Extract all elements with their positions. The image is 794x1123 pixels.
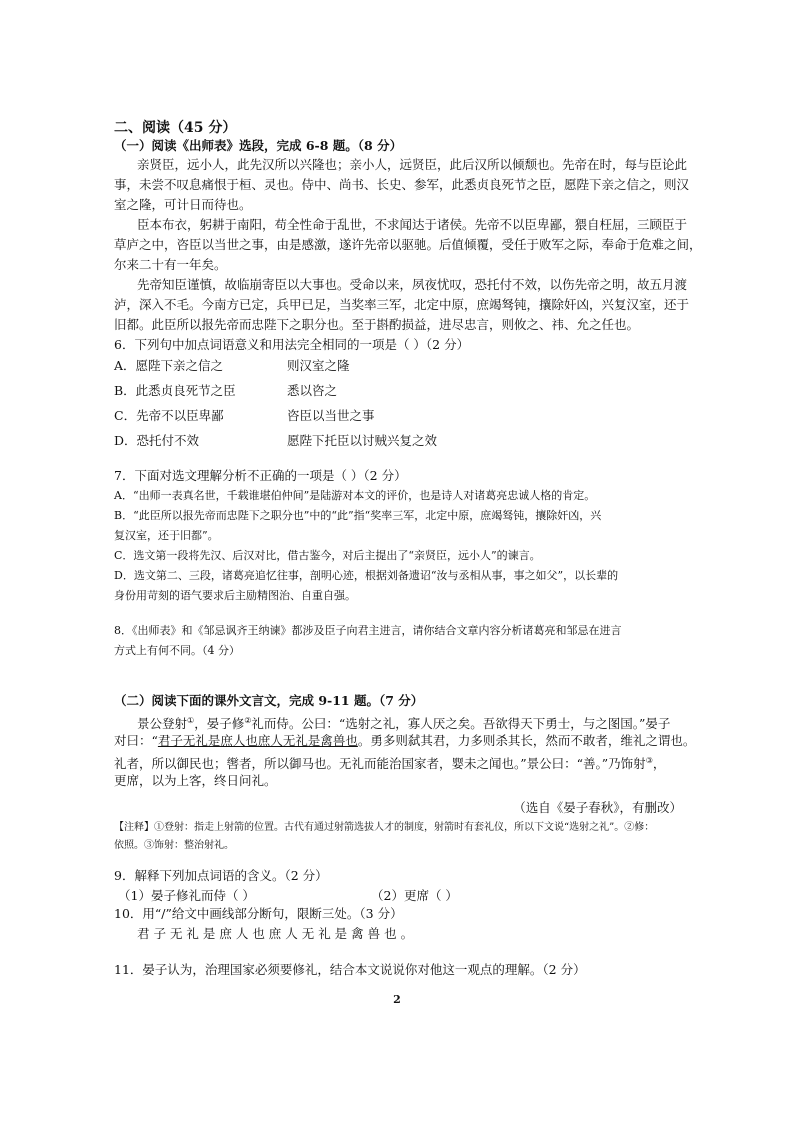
- section-title: 二、阅读（45 分）: [114, 120, 237, 136]
- q6-option-c-left: C．先帝不以臣卑鄙: [114, 408, 224, 423]
- q8-line: 方式上有何不同。（4 分）: [114, 644, 240, 657]
- passage-line: 旧都。此臣所以报先帝而忠陛下之职分也。至于斟酌损益，进尽忠言，则攸之、祎、允之任也。: [114, 317, 640, 332]
- q6-option-a-left: A．愿陛下亲之信之: [114, 358, 224, 373]
- passage-line: 泸，深入不毛。今南方已定，兵甲已足，当奖率三军，北定中原，庶竭驽钝，攘除奸凶，兴复汉室，还于: [114, 297, 690, 312]
- passage-line: 亲贤臣，远小人，此先汉所以兴隆也；亲小人，远贤臣，此后汉所以倾颓也。先帝在时，每与臣论此: [137, 157, 688, 172]
- source-citation: （选自《晏子春秋》，有删改）: [513, 800, 682, 815]
- q7-line: D．选文第二、三段，诸葛亮追忆往事，剖明心迹，根据刘备遗诏“汝与丞相从事，事之如父”，以长辈的: [114, 569, 619, 582]
- q7-line: 复汉室，还于旧都”。: [114, 529, 219, 542]
- q6-stem: 6．下列句中加点词语意义和用法完全相同的一项是（ ）（2 分）: [114, 337, 470, 352]
- part2-text: 景公登射: [137, 716, 188, 732]
- passage-line: 先帝知臣谨慎，故临崩寄臣以大事也。受命以来，夙夜忧叹，恐托付不效，以伤先帝之明，故五月渡: [137, 277, 688, 292]
- q7-line: C．选文第一段将先汉、后汉对比，借古鉴今，对后主提出了“亲贤臣，远小人”的谏言。: [114, 549, 541, 562]
- q10-stem: 10．用“/”给文中画线部分断句，限断三处。（3 分）: [114, 906, 403, 921]
- annotation-line: 依照。③饰射：整治射礼。: [114, 840, 234, 851]
- q6-option-a-right: 则汉室之隆: [287, 358, 350, 373]
- q6-option-d-left: D．恐托付不效: [114, 433, 200, 448]
- part2-text: 礼者，所以御民也；辔者，所以御马也。无礼而能治国家者，婴未之闻也。”景公曰：“善。”乃饰射: [114, 756, 646, 772]
- q9-item-2: （2）更席（ ）: [371, 888, 458, 903]
- part1-title: （一）阅读《出师表》选段，完成 6-8 题。（8 分）: [114, 138, 403, 153]
- passage-line: 事，未尝不叹息痛恨于桓、灵也。侍中、尚书、长史、参军，此悉贞良死节之臣，愿陛下亲之信之，则汉: [114, 177, 690, 192]
- footnote-mark: ③: [645, 756, 653, 765]
- q8-line: 8．《出师表》和《邹忌讽齐王纳谏》都涉及臣子向君主进言，请你结合文章内容分析诸葛亮和邹忌在进言: [114, 624, 622, 637]
- q6-option-b-left: B．此悉贞良死节之臣: [114, 383, 236, 398]
- passage-line: 室之隆，可计日而待也。: [114, 197, 252, 212]
- underlined-sentence: 君子无礼是庶人也庶人无礼是禽兽也: [157, 733, 358, 748]
- part2-line: 更席，以为上客，终日问礼。: [114, 773, 277, 788]
- part2-text: 对曰：“: [114, 733, 158, 748]
- annotation-line: 【注释】①登射：指走上射箭的位置。古代有通过射箭选拔人才的制度，射箭时有套礼仪，所以下文说“选射之礼”。②修：: [114, 822, 655, 833]
- page-number: 2: [393, 993, 401, 1006]
- q6-option-b-right: 悉以咨之: [287, 383, 338, 398]
- part2-line: [137, 713, 670, 732]
- q7-stem: 7．下面对选文理解分析不正确的一项是（ ）（2 分）: [114, 468, 407, 483]
- q10-text: 君 子 无 礼 是 庶 人 也 庶 人 无 礼 是 禽 兽 也 。: [137, 926, 414, 941]
- q6-option-d-right: 愿陛下托臣以讨贼兴复之效: [287, 433, 438, 448]
- footnote-mark: ②: [244, 716, 252, 725]
- part2-title: （二）阅读下面的课外文言文，完成 9-11 题。（7 分）: [114, 693, 424, 708]
- passage-line: 草庐之中，咨臣以当世之事，由是感激，遂许先帝以驱驰。后值倾覆，受任于败军之际，奉命于危难之间，: [114, 237, 702, 252]
- part2-text: 。勇多则弑其君，力多则杀其长，然而不敢者，维礼之谓也。: [357, 733, 696, 748]
- q6-option-c-right: 咨臣以当世之事: [287, 408, 375, 423]
- q7-line: A．“出师一表真名世，千载谁堪伯仲间”是陆游对本文的评价，也是诗人对诸葛亮忠诚人格的肯定。: [114, 489, 596, 502]
- q9-stem: 9．解释下列加点词语的含义。（2 分）: [114, 868, 328, 883]
- q7-line: B．“此臣所以报先帝而忠陛下之职分也”中的“此”指“奖率三军，北定中原，庶竭驽钝，攘除奸凶，兴: [114, 509, 602, 522]
- q7-line: 身份用苛刻的语气要求后主励精图治、自重自强。: [114, 589, 356, 602]
- q9-item-1: （1）晏子修礼而侍（ ）: [118, 888, 255, 903]
- footnote-mark: ①: [187, 716, 195, 725]
- passage-line: 尔来二十有一年矣。: [114, 257, 227, 272]
- part2-text: ，晏子修: [194, 716, 245, 732]
- passage-line: 臣本布衣，躬耕于南阳，苟全性命于乱世，不求闻达于诸侯。先帝不以臣卑鄙，猥自枉屈，三顾臣于: [137, 217, 688, 232]
- part2-line: [114, 753, 665, 772]
- part2-line: [114, 733, 695, 749]
- part2-text: ，: [652, 756, 666, 772]
- part2-text: 礼而侍。公曰：“选射之礼，寡人厌之矣。吾欲得天下勇士，与之图国。”晏子: [251, 716, 671, 732]
- q11-stem: 11．晏子认为，治理国家必须要修礼，结合本文说说你对他这一观点的理解。（2 分）: [114, 962, 586, 977]
